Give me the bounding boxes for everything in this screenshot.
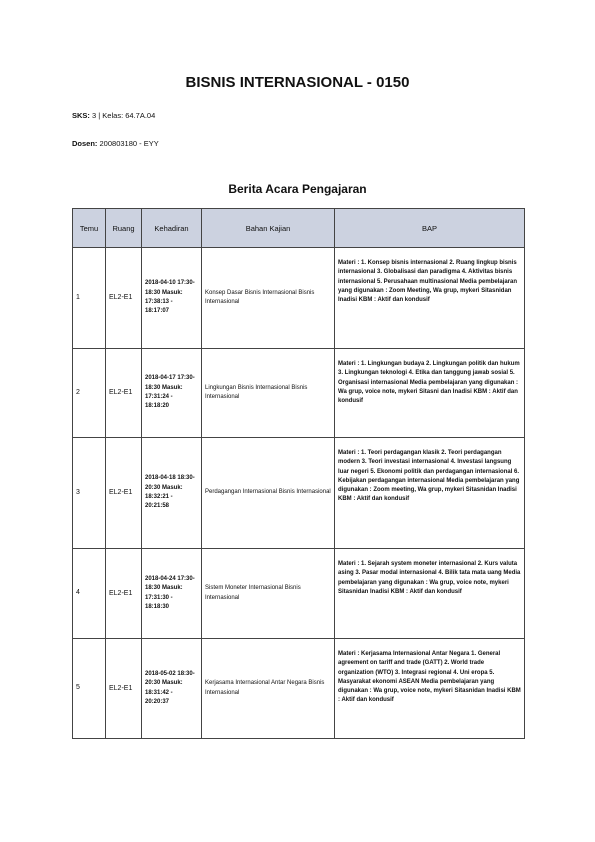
cell-kehadiran: 2018-04-10 17:30-18:30 Masuk: 17:38:13 - 18:17:07 bbox=[142, 248, 202, 349]
header-ruang: Ruang bbox=[106, 209, 142, 248]
bap-table bbox=[72, 208, 525, 739]
lecturer-info bbox=[72, 139, 159, 148]
cell-temu: 4 bbox=[73, 549, 106, 639]
cell-temu: 5 bbox=[73, 639, 106, 739]
table-header-row bbox=[73, 209, 525, 248]
cell-bap: Materi : 1. Teori perdagangan klasik 2. Teori perdagangan modern 3. Teori investasi internasional 4. Investasi langsung luar negeri 5. Ekonomi politik dan perdagangan internasional 6. Kebijakan perdagangan internasional Media pembelajaran yang digunakan : Zoom meeting, Wa grup, mykeri Sitasnidan Inadisi KBM : Aktif dan kondusif bbox=[335, 438, 525, 549]
cell-kehadiran: 2018-05-02 18:30-20:30 Masuk: 18:31:42 - 20:20:37 bbox=[142, 639, 202, 739]
cell-bahan-kajian: Perdagangan Internasional Bisnis Internasional bbox=[202, 438, 335, 549]
dosen-label: Dosen: bbox=[72, 139, 98, 148]
cell-kehadiran: 2018-04-18 18:30-20:30 Masuk: 18:32:21 - 20:21:58 bbox=[142, 438, 202, 549]
cell-bahan-kajian: Sistem Moneter Internasional Bisnis Internasional bbox=[202, 549, 335, 639]
cell-bahan-kajian: Lingkungan Bisnis Internasional Bisnis Internasional bbox=[202, 349, 335, 438]
cell-kehadiran: 2018-04-24 17:30-18:30 Masuk: 17:31:30 - 18:18:30 bbox=[142, 549, 202, 639]
sks-value: 3 | Kelas: 64.7A.04 bbox=[92, 111, 156, 120]
sks-label: SKS: bbox=[72, 111, 90, 120]
document-title: BISNIS INTERNASIONAL - 0150 bbox=[185, 74, 410, 91]
table-row bbox=[73, 639, 525, 739]
dosen-value: 200803180 - EYY bbox=[99, 139, 159, 148]
cell-bahan-kajian: Konsep Dasar Bisnis Internasional Bisnis Internasional bbox=[202, 248, 335, 349]
cell-kehadiran: 2018-04-17 17:30-18:30 Masuk: 17:31:24 - 18:18:20 bbox=[142, 349, 202, 438]
table-row bbox=[73, 438, 525, 549]
header-kehadiran: Kehadiran bbox=[142, 209, 202, 248]
section-title: Berita Acara Pengajaran bbox=[228, 182, 367, 196]
cell-bap: Materi : 1. Lingkungan budaya 2. Lingkungan politik dan hukum 3. Lingkungan teknologi 4. Etika dan tanggung jawab sosial 5. Organisasi internasional Media pembelajaran yang digunakan : Wa grup, voice note, mykeri Sitasni dan Inadisi KBM : Aktif dan kondusif bbox=[335, 349, 525, 438]
cell-bap: Materi : 1. Sejarah system moneter internasional 2. Kurs valuta asing 3. Pasar modal internasional 4. Bilik tata mata uang Media pembelajaran yang digunakan : Wa grup, voice note, mykeri Sitasnidan Inadisi KBM : Aktif dan kondusif bbox=[335, 549, 525, 639]
cell-temu: 3 bbox=[73, 438, 106, 549]
cell-ruang: EL2-E1 bbox=[106, 349, 142, 438]
cell-bap: Materi : 1. Konsep bisnis internasional 2. Ruang lingkup bisnis internasional 3. Globalisasi dan paradigma 4. Aktivitas bisnis internasional 5. Perusahaan multinasional Media pembelajaran yang digunakan : Zoom Meeting, Wa grup, mykeri Sitasnidan Inadisi KBM : Aktif dan kondusif bbox=[335, 248, 525, 349]
cell-temu: 1 bbox=[73, 248, 106, 349]
cell-ruang: EL2-E1 bbox=[106, 549, 142, 639]
table-row bbox=[73, 549, 525, 639]
header-temu: Temu bbox=[73, 209, 106, 248]
cell-ruang: EL2-E1 bbox=[106, 639, 142, 739]
table-row bbox=[73, 248, 525, 349]
cell-ruang: EL2-E1 bbox=[106, 248, 142, 349]
class-info bbox=[72, 111, 155, 120]
cell-temu: 2 bbox=[73, 349, 106, 438]
cell-bap: Materi : Kerjasama Internasional Antar Negara 1. General agreement on tariff and trade (GATT) 2. World trade organization (WTO) 3. Integrasi regional 4. Uni eropa 5. Masyarakat ekonomi ASEAN Media pembelajaran yang digunakan : Wa grup, voice note, mykeri Sitasnidan Inadisi KBM : Aktif dan kondusif bbox=[335, 639, 525, 739]
header-bahan-kajian: Bahan Kajian bbox=[202, 209, 335, 248]
cell-ruang: EL2-E1 bbox=[106, 438, 142, 549]
cell-bahan-kajian: Kerjasama Internasional Antar Negara Bisnis Internasional bbox=[202, 639, 335, 739]
table-row bbox=[73, 349, 525, 438]
header-bap: BAP bbox=[335, 209, 525, 248]
